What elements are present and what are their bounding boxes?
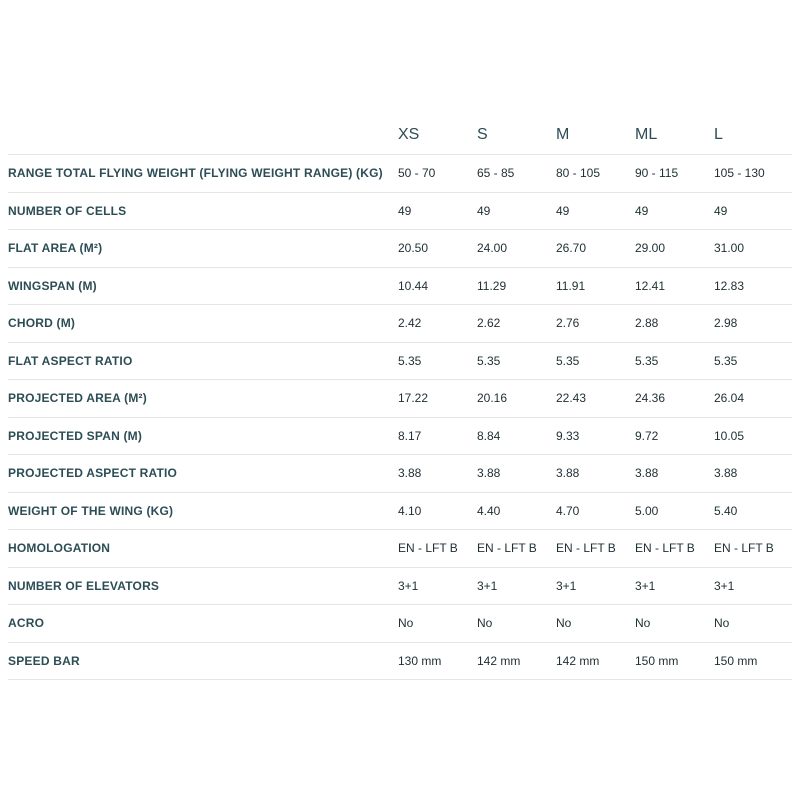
table-row [8,643,792,681]
value-cell: 12.41 [635,278,666,293]
value-cell: 20.50 [398,241,429,256]
row-label: RANGE TOTAL FLYING WEIGHT (FLYING WEIGHT RANGE) (KG) [8,166,383,181]
value-cell: 3.88 [556,466,580,481]
row-label: WEIGHT OF THE WING (KG) [8,503,174,518]
table-row [8,530,792,568]
table-row [8,155,792,193]
table-row [8,193,792,231]
value-cell: 3+1 [398,578,419,593]
table-row [8,605,792,643]
value-cell: 12.83 [714,278,745,293]
table-header-row [8,115,792,155]
value-cell: 26.04 [714,391,745,406]
size-header-l: L [714,125,723,143]
row-label: PROJECTED SPAN (M) [8,428,143,443]
value-cell: No [556,616,572,631]
value-cell: No [714,616,730,631]
value-cell: 9.33 [556,428,580,443]
value-cell: 5.35 [635,353,659,368]
value-cell: 11.29 [477,278,507,293]
value-cell: 24.00 [477,241,508,256]
value-cell: 2.98 [714,316,738,331]
row-label: SPEED BAR [8,653,80,668]
table-row [8,493,792,531]
value-cell: 10.44 [398,278,429,293]
value-cell: EN - LFT B [635,541,695,556]
value-cell: 90 - 115 [635,166,679,181]
value-cell: 3+1 [477,578,498,593]
value-cell: 4.40 [477,503,501,518]
table-row [8,268,792,306]
value-cell: EN - LFT B [556,541,616,556]
table-row [8,305,792,343]
value-cell: 49 [714,203,728,218]
value-cell: 2.42 [398,316,422,331]
value-cell: 24.36 [635,391,666,406]
table-row [8,568,792,606]
value-cell: 11.91 [556,278,586,293]
value-cell: 2.76 [556,316,580,331]
value-cell: 150 mm [635,653,679,668]
value-cell: 49 [635,203,649,218]
value-cell: EN - LFT B [714,541,774,556]
row-label: NUMBER OF ELEVATORS [8,578,160,593]
value-cell: 5.35 [477,353,501,368]
row-label: FLAT AREA (M²) [8,241,103,256]
value-cell: 31.00 [714,241,745,256]
value-cell: 142 mm [477,653,521,668]
value-cell: 3.88 [398,466,422,481]
value-cell: 49 [556,203,570,218]
value-cell: 26.70 [556,241,587,256]
table-row [8,230,792,268]
spec-table [8,115,792,680]
value-cell: 9.72 [635,428,659,443]
value-cell: 3.88 [714,466,738,481]
value-cell: No [398,616,414,631]
table-row [8,418,792,456]
row-label: ACRO [8,616,45,631]
table-row [8,380,792,418]
value-cell: 5.00 [635,503,659,518]
row-label: PROJECTED ASPECT RATIO [8,466,178,481]
value-cell: 2.62 [477,316,501,331]
value-cell: No [477,616,493,631]
value-cell: 4.10 [398,503,422,518]
size-header-xs: XS [398,125,420,143]
value-cell: 80 - 105 [556,166,601,181]
row-label: HOMOLOGATION [8,541,111,556]
value-cell: 150 mm [714,653,758,668]
value-cell: 8.84 [477,428,501,443]
row-label: FLAT ASPECT RATIO [8,353,133,368]
value-cell: 3+1 [714,578,735,593]
value-cell: EN - LFT B [398,541,458,556]
value-cell: 49 [477,203,491,218]
value-cell: 50 - 70 [398,166,436,181]
value-cell: 4.70 [556,503,580,518]
value-cell: 5.35 [556,353,580,368]
value-cell: 130 mm [398,653,442,668]
value-cell: 17.22 [398,391,429,406]
size-header-s: S [477,125,488,143]
value-cell: 142 mm [556,653,600,668]
value-cell: 49 [398,203,412,218]
value-cell: 29.00 [635,241,666,256]
size-header-ml: ML [635,125,658,143]
value-cell: 3.88 [477,466,501,481]
value-cell: 3+1 [635,578,656,593]
value-cell: 65 - 85 [477,166,515,181]
row-label: CHORD (M) [8,316,76,331]
value-cell: 5.35 [398,353,422,368]
table-row [8,343,792,381]
table-row [8,455,792,493]
value-cell: 10.05 [714,428,745,443]
value-cell: 105 - 130 [714,166,765,181]
row-label: NUMBER OF CELLS [8,203,127,218]
value-cell: 5.40 [714,503,738,518]
value-cell: 5.35 [714,353,738,368]
value-cell: 3.88 [635,466,659,481]
value-cell: EN - LFT B [477,541,537,556]
row-label: WINGSPAN (M) [8,278,97,293]
size-header-m: M [556,125,570,143]
value-cell: 3+1 [556,578,577,593]
value-cell: 20.16 [477,391,508,406]
value-cell: 22.43 [556,391,587,406]
value-cell: No [635,616,651,631]
value-cell: 8.17 [398,428,422,443]
row-label: PROJECTED AREA (M²) [8,391,147,406]
table-body [8,155,792,680]
value-cell: 2.88 [635,316,659,331]
